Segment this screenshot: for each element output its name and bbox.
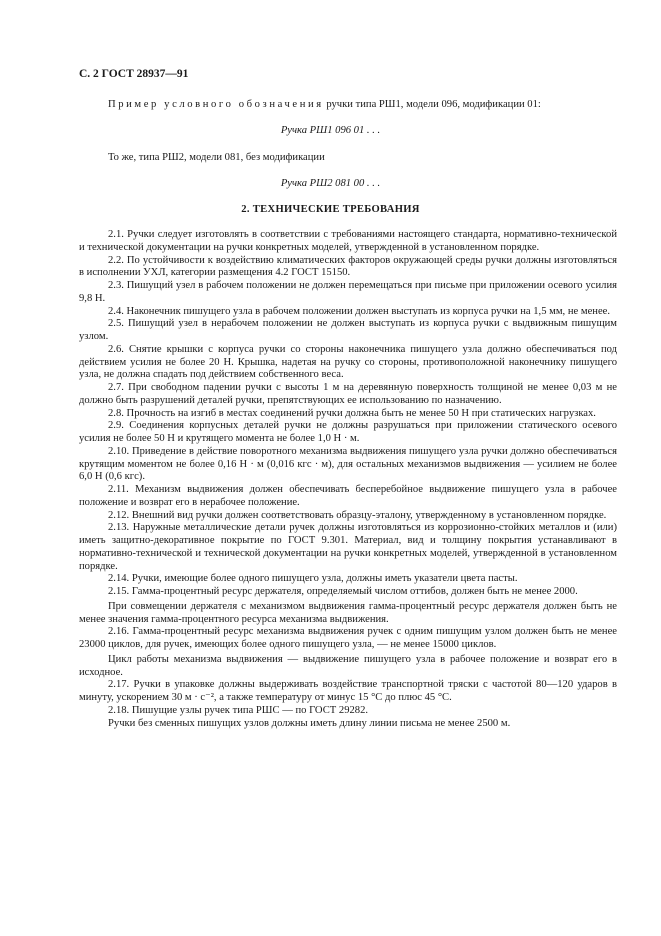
example-line [108, 98, 541, 111]
designation-2: Ручка РШ2 081 00 . . . [280, 178, 381, 189]
paragraph: 2.3. Пишущий узел в рабочем положении не должен перемещаться при письме при приложении осевого усилия 9,8 Н. [79, 280, 617, 304]
paragraph: 2.12. Внешний вид ручки должен соответствовать образцу-эталону, утвержденному в установленном порядке. [108, 509, 607, 521]
paragraph: 2.9. Соединения корпусных деталей ручки не должны разрушаться при приложении статического осевого усилия не более 50 Н и крутящего момента не более 1,0 Н · м. [79, 420, 617, 444]
paragraph: 2.4. Наконечник пишущего узла в рабочем положении должен выступать из корпуса ручки на 1,5 мм, не менее. [108, 305, 611, 317]
paragraph: 2.10. Приведение в действие поворотного механизма выдвижения пишущего узла ручки должно обеспечиваться крутящим моментом не более 0,16 Н · м (0,016 кгс · м), для остальных механизмов выдвижения — усилием не более 6,0 Н (0,6 кгс). [79, 445, 617, 483]
paragraph: Цикл работы механизма выдвижения — выдвижение пишущего узла в рабочее положение и возврат его в исходное. [79, 653, 617, 678]
example-label: Пример условного обозначения [108, 99, 324, 110]
paragraph: 2.2. По устойчивости к воздействию климатических факторов окружающей среды ручки должны изготовляться в исполнении УХЛ, категории размещения 4.2 ГОСТ 15150. [79, 254, 617, 279]
paragraph: При совмещении держателя с механизмом выдвижения гамма-процентный ресурс держателя должен быть не менее значения гамма-процентного ресурса механизма выдвижения. [79, 600, 617, 625]
paragraph: 2.14. Ручки, имеющие более одного пишущего узла, должны иметь указатели цвета пасты. [108, 573, 518, 585]
paragraph: 2.7. При свободном падении ручки с высоты 1 м на деревянную поверхность толщиной не менее 0,03 м не должно быть разрушений деталей ручки, препятствующих ее использованию по назначению. [79, 382, 617, 406]
paragraph: Ручки без сменных пишущих узлов должны иметь длину линии письма не менее 2500 м. [108, 717, 511, 729]
requirements-body [79, 229, 617, 730]
paragraph: 2.15. Гамма-процентный ресурс держателя, определяемый числом оттибов, должен быть не менее 2000. [108, 586, 578, 597]
paragraph: 2.5. Пишущий узел в нерабочем положении не должен выступать из корпуса ручки с выдвижным пишущим узлом. [79, 318, 617, 342]
same-line: То же, типа РШ2, модели 081, без модификации [108, 152, 325, 163]
paragraph: 2.16. Гамма-процентный ресурс механизма выдвижения ручек с одним пишущим узлом должен быть не менее 23000 циклов, для ручек, имеющих более одного пишущего узла, — не менее 15000 циклов. [79, 626, 617, 650]
example-text: ручки типа РШ1, модели 096, модификации 01: [323, 99, 541, 110]
designation-1: Ручка РШ1 096 01 . . . [280, 125, 381, 136]
paragraph: 2.1. Ручки следует изготовлять в соответствии с требованиями настоящего стандарта, нормативно-технической и технической документации на ручки конкретных моделей, утвержденной в установленном порядке. [79, 229, 617, 253]
paragraph: 2.17. Ручки в упаковке должны выдерживать воздействие транспортной тряски с частотой 80—120 ударов в минуту, ускорением 30 м · с⁻², а также температуру от минус 15 °С до плюс 45 °С. [79, 679, 617, 703]
paragraph: 2.18. Пишущие узлы ручек типа РШС — по ГОСТ 29282. [108, 704, 369, 716]
paragraph: 2.6. Снятие крышки с корпуса ручки со стороны наконечника пишущего узла должно обеспечиваться под действием усилия не более 20 Н. Крышка, надетая на ручку со стороны, противоположной наконечнику пишущего узла, не должна спадать под действием собственного веса. [79, 343, 617, 381]
paragraph: 2.8. Прочность на изгиб в местах соединений ручки должна быть не менее 50 Н при статических нагрузках. [108, 407, 596, 419]
page-header: С. 2 ГОСТ 28937—91 [79, 68, 189, 80]
section-title: 2. ТЕХНИЧЕСКИЕ ТРЕБОВАНИЯ [241, 204, 420, 215]
paragraph: 2.11. Механизм выдвижения должен обеспечивать бесперебойное выдвижение пишущего узла в рабочее положение и возврат его в нерабочее положение. [79, 484, 617, 508]
paragraph: 2.13. Наружные металлические детали ручек должны изготовляться из коррозионно-стойких металлов и (или) иметь защитно-декоративное покрытие по ГОСТ 9.301. Материал, вид и толщину покрытия устанавливают в нормативно-технической и технической документации на ручки конкретных моделей, утвержденной в установленном порядке. [79, 522, 617, 572]
